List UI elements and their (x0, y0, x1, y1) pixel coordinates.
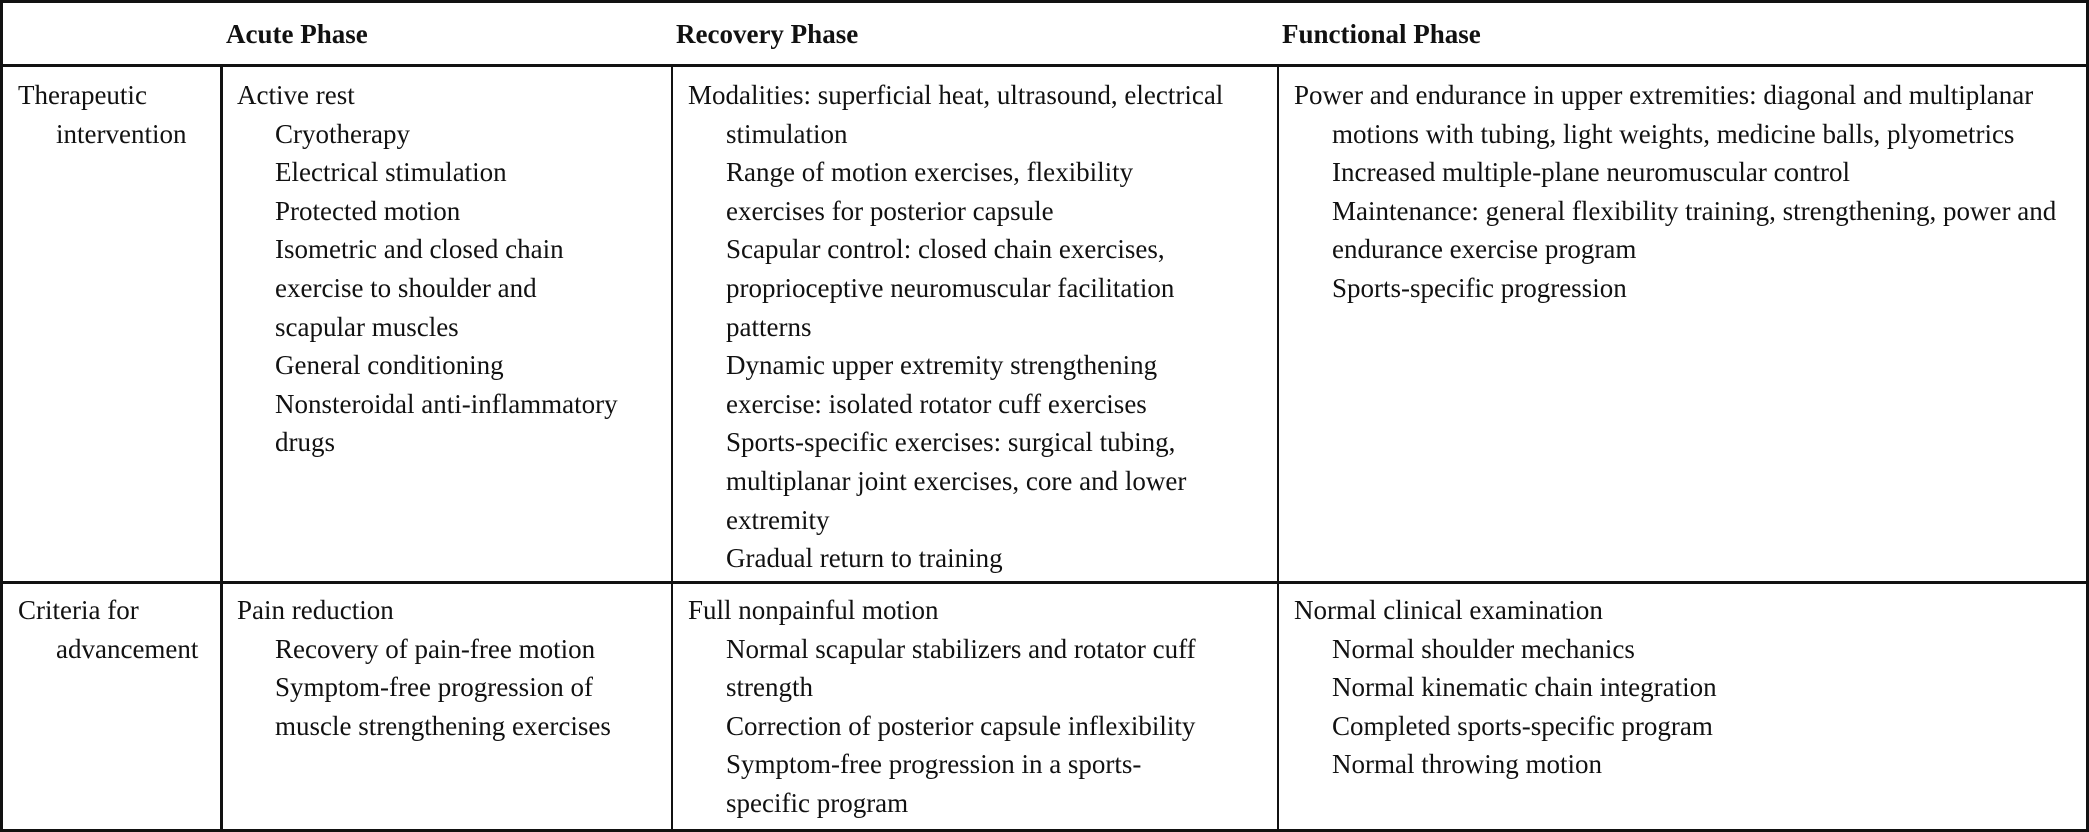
cell-lead-text: Modalities: superficial heat, ultrasound, electrical stimulation (688, 80, 1224, 149)
list-item: Normal shoulder mechanics (1332, 633, 1635, 664)
list-item: Dynamic upper extremity strengthening exercise: isolated rotator cuff exercises (726, 350, 1158, 419)
list-item: Sports-specific progression (1332, 272, 1627, 303)
column-divider-3 (1277, 64, 1279, 832)
table-left-border (0, 0, 3, 832)
list-item: Completed sports-specific program (1332, 710, 1713, 741)
list-item: Sports-specific exercises: surgical tubing, multiplanar joint exercises, core and lower extremity (726, 427, 1187, 535)
list-item: Cryotherapy (275, 118, 410, 149)
header-acute-phase: Acute Phase (226, 19, 368, 49)
header-recovery-phase: Recovery Phase (676, 19, 859, 49)
list-item: General conditioning (275, 350, 504, 381)
list-item: Correction of posterior capsule inflexibility (726, 710, 1196, 741)
header-functional-phase: Functional Phase (1282, 19, 1481, 49)
row-label-criteria-for-advancement (18, 591, 218, 668)
list-item: Gradual return to training (726, 543, 1003, 574)
cell-lead-text: Full nonpainful motion (688, 595, 939, 625)
list-item: Nonsteroidal anti-inflammatory drugs (275, 388, 618, 458)
row-divider (0, 581, 2089, 584)
list-item: Normal scapular stabilizers and rotator cuff strength (726, 633, 1196, 703)
row-label-line: advancement (56, 633, 199, 664)
header-bottom-border (0, 64, 2089, 67)
cell-functional-criteria (1294, 591, 2079, 784)
list-item: Range of motion exercises, flexibility exercises for posterior capsule (726, 157, 1134, 226)
cell-acute-therapeutic (237, 76, 667, 462)
cell-lead-text: Power and endurance in upper extremities: diagonal and multiplanar motions with tubing, light weights, medicine balls, plyometrics (1294, 80, 2034, 149)
cell-recovery-therapeutic (688, 76, 1273, 578)
list-item: Symptom-free progression of muscle strengthening exercises (275, 672, 611, 741)
list-item: Normal kinematic chain integration (1332, 672, 1717, 703)
cell-recovery-criteria (688, 591, 1273, 823)
column-divider-2 (671, 64, 673, 832)
cell-functional-therapeutic (1294, 76, 2079, 308)
list-item: Scapular control: closed chain exercises, proprioceptive neuromuscular facilitation patterns (726, 234, 1175, 342)
list-item: Symptom-free progression in a sports-specific program (726, 749, 1142, 818)
list-item: Increased multiple-plane neuromuscular control (1332, 157, 1851, 188)
list-item: Recovery of pain-free motion (275, 633, 596, 664)
list-item: Maintenance: general flexibility training, strengthening, power and endurance exercise program (1332, 195, 2057, 265)
list-item: Isometric and closed chain exercise to shoulder and scapular muscles (275, 234, 564, 342)
table-top-border (0, 0, 2089, 3)
cell-acute-criteria (237, 591, 667, 745)
list-item: Protected motion (275, 195, 461, 226)
cell-lead-text: Active rest (237, 80, 355, 110)
list-item: Normal throwing motion (1332, 749, 1602, 780)
list-item: Electrical stimulation (275, 157, 507, 188)
row-label-line: Therapeutic (18, 80, 147, 110)
cell-lead-text: Pain reduction (237, 595, 394, 625)
column-divider-1 (220, 64, 223, 832)
row-label-therapeutic-intervention (18, 76, 218, 153)
row-label-line: Criteria for (18, 595, 139, 625)
cell-lead-text: Normal clinical examination (1294, 595, 1603, 625)
row-label-line: intervention (56, 118, 187, 149)
